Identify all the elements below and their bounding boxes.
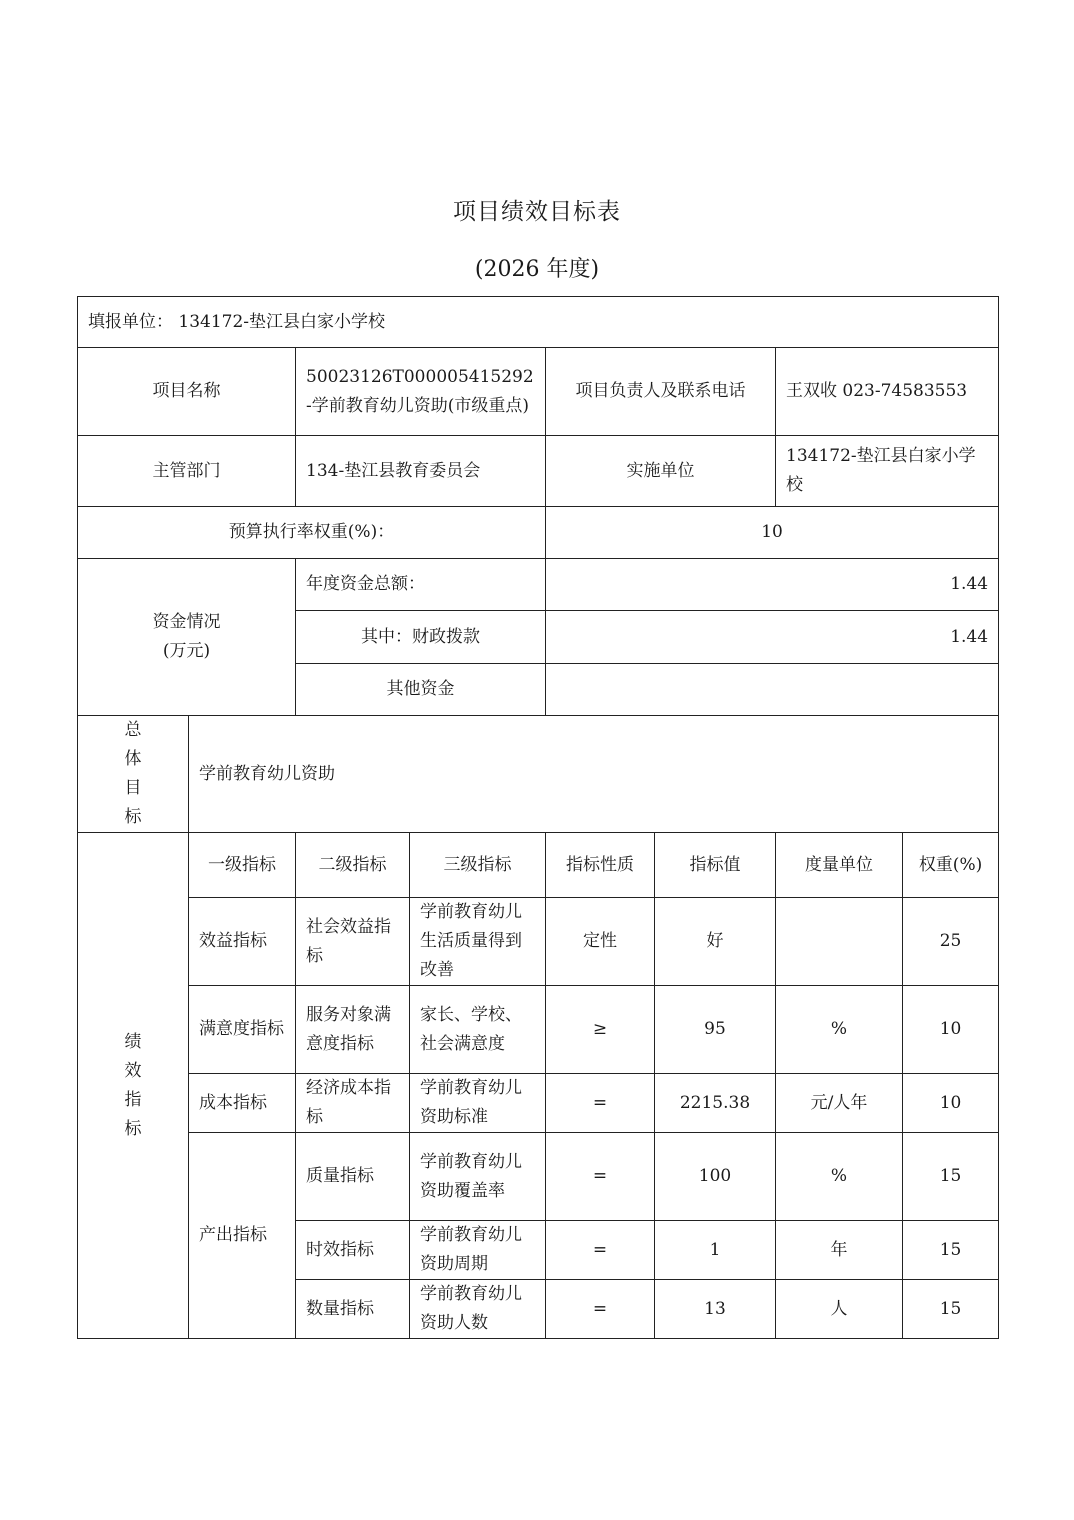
indicator-weight: 25 [903,898,999,986]
funds-total-row [78,559,999,611]
header-level3: 三级指标 [410,833,546,898]
indicator-weight: 15 [903,1133,999,1221]
indicator-unit: 元/人年 [776,1074,903,1133]
project-name-value: 50023126T000005415292-学前教育幼儿资助(市级重点) [296,348,546,436]
goal-label-char: 体 [124,749,142,769]
goal-label-char: 目 [124,778,142,798]
department-row [78,436,999,507]
indicator-unit: % [776,1133,903,1221]
indicator-row [78,986,999,1074]
overall-goal-row [78,716,999,833]
indicator-level1: 满意度指标 [189,986,296,1074]
department-value: 134-垫江县教育委员会 [296,436,546,507]
indicators-label-char: 指 [124,1089,142,1110]
indicator-row [78,1074,999,1133]
budget-weight-row [78,507,999,559]
contact-value: 王双收 023-74583553 [776,348,999,436]
funds-total-value: 1.44 [546,559,999,611]
header-weight: 权重(%) [903,833,999,898]
budget-weight-label: 预算执行率权重(%)： [78,507,546,559]
indicators-label-char: 标 [124,1118,142,1139]
indicator-level2: 数量指标 [296,1280,410,1339]
budget-weight-value: 10 [546,507,999,559]
header-unit: 度量单位 [776,833,903,898]
implementing-unit-value: 134172-垫江县白家小学校 [776,436,999,507]
indicator-level2: 经济成本指标 [296,1074,410,1133]
indicator-nature: = [546,1074,655,1133]
indicator-unit [776,898,903,986]
indicator-row [78,898,999,986]
indicator-weight: 15 [903,1221,999,1280]
header-level1: 一级指标 [189,833,296,898]
indicator-level3: 学前教育幼儿资助人数 [410,1280,546,1339]
contact-label: 项目负责人及联系电话 [546,348,776,436]
document-title: 项目绩效目标表 [453,199,621,225]
indicator-level2: 时效指标 [296,1221,410,1280]
indicator-weight: 15 [903,1280,999,1339]
funds-total-label: 年度资金总额： [296,559,546,611]
indicators-label-char: 绩 [124,1031,142,1052]
indicator-unit: % [776,986,903,1074]
indicator-value: 2215.38 [655,1074,776,1133]
department-label: 主管部门 [78,436,296,507]
indicator-level2: 社会效益指标 [296,898,410,986]
indicator-level2: 服务对象满意度指标 [296,986,410,1074]
indicator-value: 100 [655,1133,776,1221]
reporting-unit-value: 134172-垫江县白家小学校 [178,311,386,332]
indicator-level3: 家长、学校、社会满意度 [410,986,546,1074]
indicator-header-row [78,833,999,898]
header-level2: 二级指标 [296,833,410,898]
indicator-nature: = [546,1221,655,1280]
document-subtitle: (2026 年度) [474,257,600,282]
indicator-nature: ≥ [546,986,655,1074]
funds-other-label: 其他资金 [296,664,546,716]
implementing-unit-label: 实施单位 [546,436,776,507]
header-value: 指标值 [655,833,776,898]
indicator-unit: 年 [776,1221,903,1280]
header-nature: 指标性质 [546,833,655,898]
indicator-level1: 成本指标 [189,1074,296,1133]
funds-fiscal-value: 1.44 [546,611,999,664]
indicator-level3: 学前教育幼儿生活质量得到改善 [410,898,546,986]
indicator-value: 好 [655,898,776,986]
indicator-level1: 产出指标 [189,1133,296,1339]
funds-other-value [546,664,999,716]
project-name-row [78,348,999,436]
indicator-level3: 学前教育幼儿资助周期 [410,1221,546,1280]
goal-label-char: 标 [124,807,142,827]
indicator-level3: 学前教育幼儿资助标准 [410,1074,546,1133]
funds-fiscal-label: 其中：财政拨款 [296,611,546,664]
indicator-weight: 10 [903,986,999,1074]
funds-label-line2: (万元) [162,641,211,661]
reporting-unit-row [78,297,999,348]
overall-goal-value: 学前教育幼儿资助 [189,716,999,833]
indicator-value: 1 [655,1221,776,1280]
reporting-unit-label: 填报单位： [88,311,173,332]
funds-label-line1: 资金情况 [152,612,221,632]
indicator-weight: 10 [903,1074,999,1133]
indicator-row [78,1133,999,1221]
indicator-value: 13 [655,1280,776,1339]
goal-label-char: 总 [124,720,142,740]
indicator-nature: = [546,1280,655,1339]
indicator-level1: 效益指标 [189,898,296,986]
indicator-nature: = [546,1133,655,1221]
indicator-level2: 质量指标 [296,1133,410,1221]
reporting-unit-cell [78,297,999,348]
project-name-label: 项目名称 [78,348,296,436]
indicators-label-char: 效 [124,1060,142,1081]
funds-label [78,559,296,716]
indicator-level3: 学前教育幼儿资助覆盖率 [410,1133,546,1221]
indicator-nature: 定性 [546,898,655,986]
indicators-label [78,833,189,1339]
overall-goal-label [78,716,189,833]
indicator-unit: 人 [776,1280,903,1339]
performance-target-table [77,296,999,1339]
indicator-value: 95 [655,986,776,1074]
